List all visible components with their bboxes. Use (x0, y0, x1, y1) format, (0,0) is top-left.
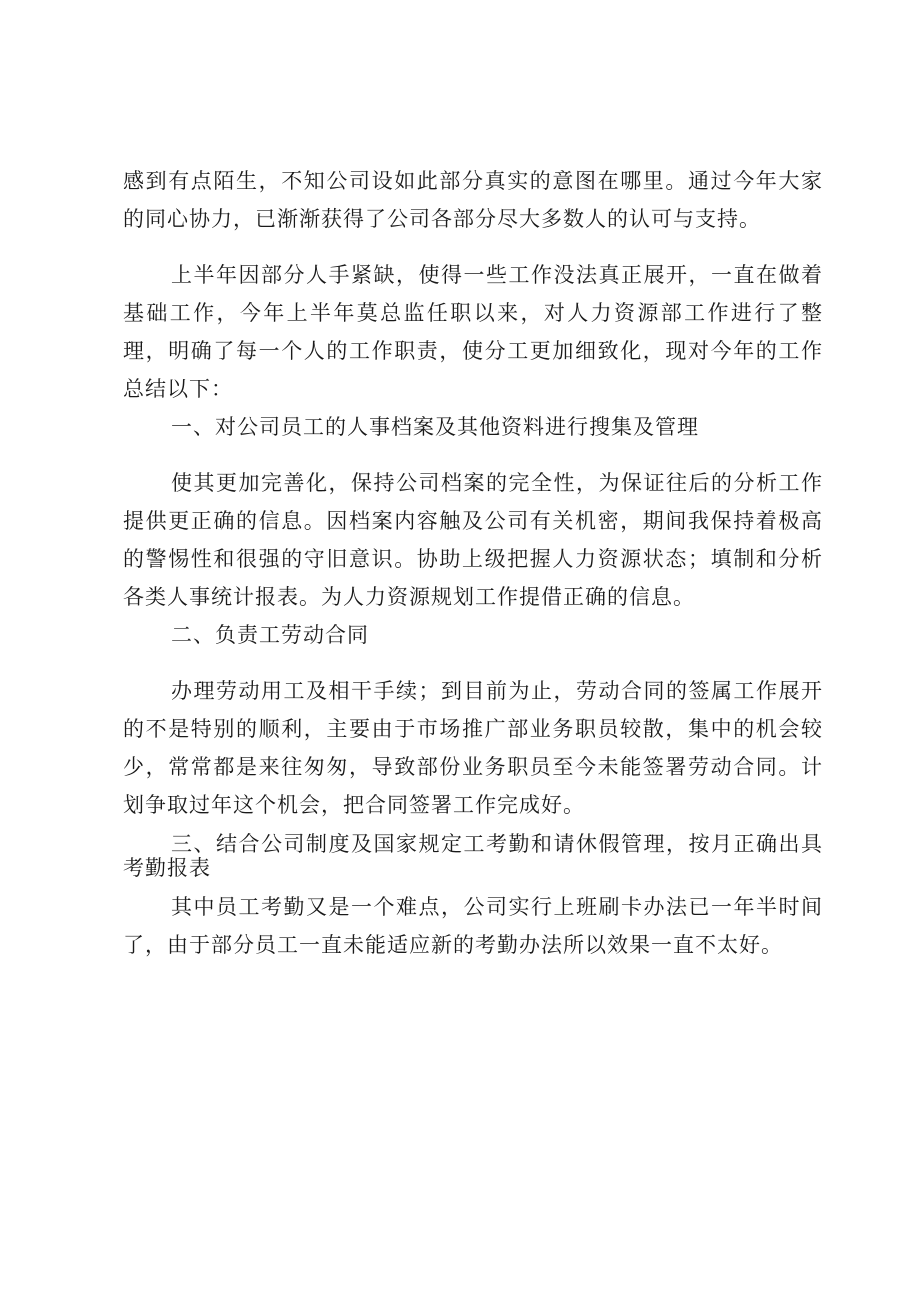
paragraph-section-3: 其中员工考勤又是一个难点，公司实行上班刷卡办法已一年半时间了，由于部分员工一直未能适应新的考勤办法所以效果一直不太好。 (123, 895, 823, 957)
paragraph-continuation: 感到有点陌生，不知公司设如此部分真实的意图在哪里。通过今年大家的同心协力，已渐渐获得了公司各部分尽大多数人的认可与支持。 (123, 169, 823, 231)
section-heading-1: 一、对公司员工的人事档案及其他资料进行搜集及管理 (171, 415, 699, 439)
document-body (123, 162, 823, 964)
paragraph-section-1: 使其更加完善化，保持公司档案的完全性，为保证往后的分析工作提供更正确的信息。因档案内容触及公司有关机密，期间我保持着极高的警惕性和很强的守旧意识。协助上级把握人力资源状态；填制和分析各类人事统计报表。为人力资源规划工作提借正确的信息。 (123, 471, 823, 609)
paragraph-section-2: 办理劳动用工及相干手续；到目前为止，劳动合同的签属工作展开的不是特别的顺利，主要由于市场推广部业务职员较散，集中的机会较少，常常都是来往匆匆，导致部份业务职员至今未能签署劳动合同。计划争取过年这个机会，把合同签署工作完成好。 (123, 679, 823, 817)
paragraph-intro: 上半年因部分人手紧缺，使得一些工作没法真正展开，一直在做着基础工作，今年上半年莫总监任职以来，对人力资源部工作进行了整理，明确了每一个人的工作职责，使分工更加细致化，现对今年的工作总结以下： (123, 263, 823, 401)
section-heading-2: 二、负责工劳动合同 (171, 623, 369, 647)
section-heading-3: 三、结合公司制度及国家规定工考勤和请休假管理，按月正确出具考勤报表 (123, 832, 823, 880)
